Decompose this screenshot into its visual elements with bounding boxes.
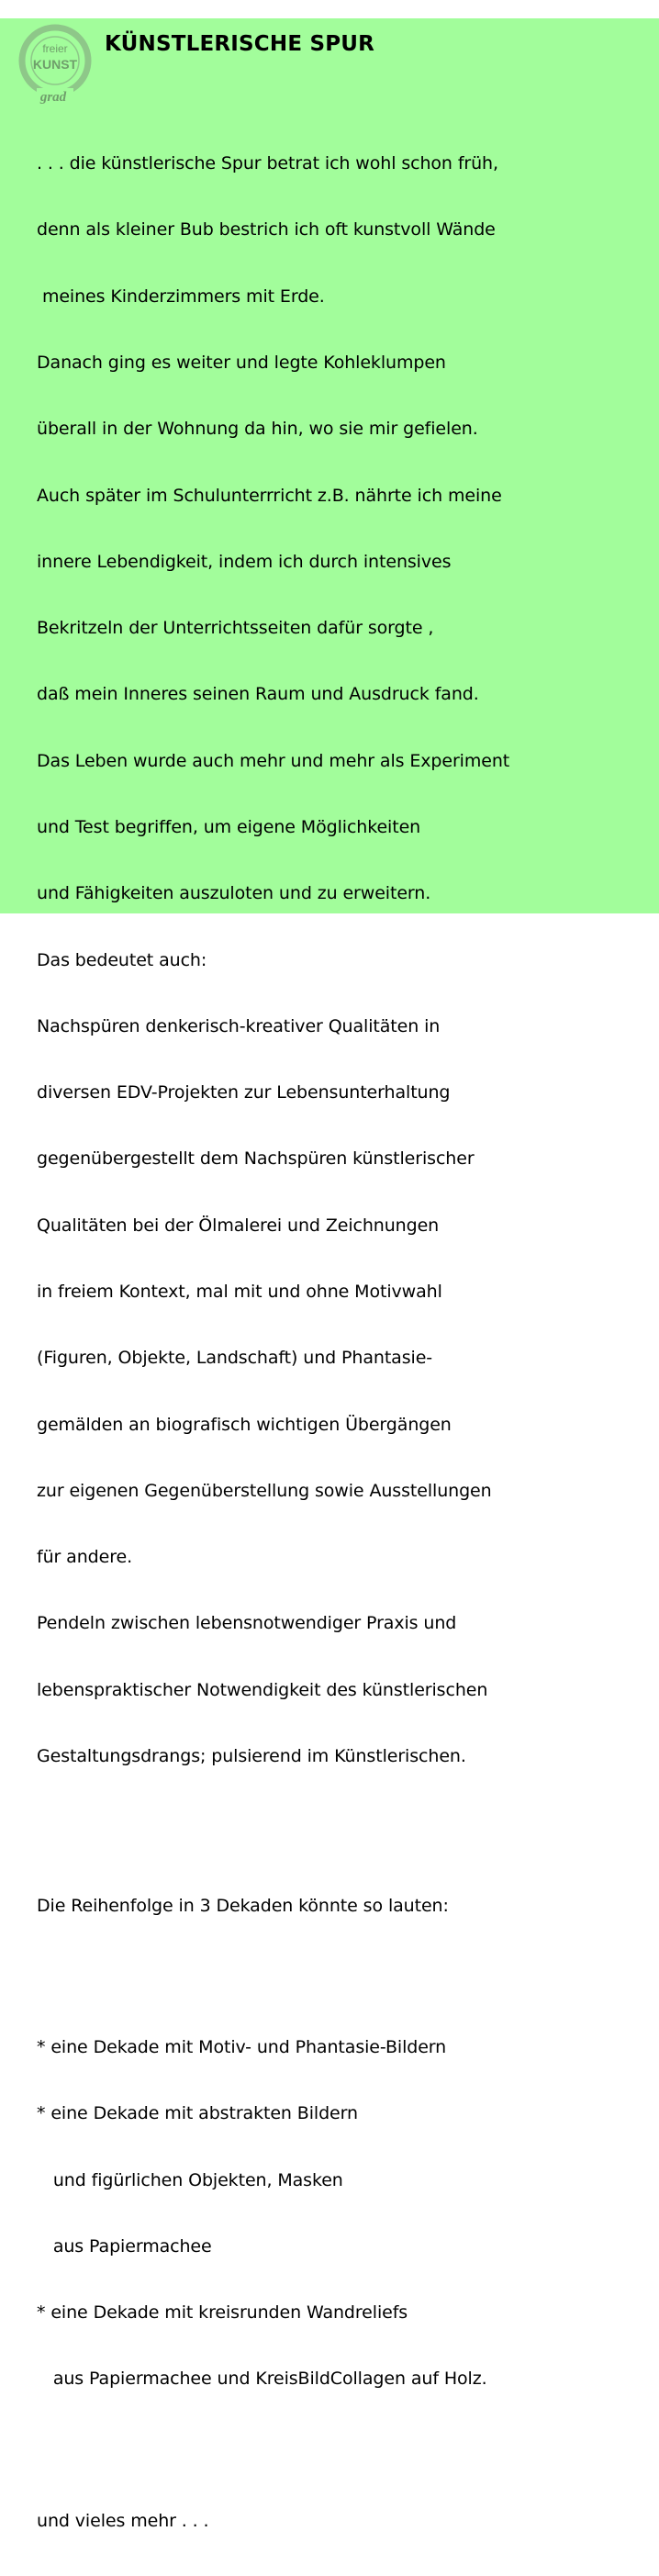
paragraph-line: diversen EDV-Projekten zur Lebensunterhaltung <box>37 1082 451 1103</box>
paragraph-line: Qualitäten bei der Ölmalerei und Zeichnungen <box>37 1215 440 1236</box>
paragraph-line: gegenübergestellt dem Nachspüren künstlerischer <box>37 1148 475 1170</box>
paragraph-line: überall in der Wohnung da hin, wo sie mir gefielen. <box>37 419 478 440</box>
paragraph-line: zur eigenen Gegenüberstellung sowie Ausstellungen <box>37 1480 492 1501</box>
paragraph-line: in freiem Kontext, mal mit und ohne Motivwahl <box>37 1281 442 1302</box>
paragraph-line: . . . die künstlerische Spur betrat ich wohl schon früh, <box>37 153 498 174</box>
list-item: und figürlichen Objekten, Masken <box>37 2169 343 2190</box>
paragraph-line: lebenspraktischer Notwendigkeit des künstlerischen <box>37 1679 488 1700</box>
page-title: KÜNSTLERISCHE SPUR <box>105 32 375 56</box>
article-body <box>37 108 652 2576</box>
paragraph-line: Pendeln zwischen lebensnotwendiger Praxis und <box>37 1613 457 1634</box>
spacer <box>37 1833 652 1850</box>
spacer <box>37 2457 652 2466</box>
closing-line: und vieles mehr . . . <box>37 2511 209 2532</box>
paragraph-line: Das Leben wurde auch mehr und mehr als Experiment <box>37 750 510 771</box>
paragraph-line: Nachspüren denkerisch-kreativer Qualitäten in <box>37 1015 441 1036</box>
decades-intro: Die Reihenfolge in 3 Dekaden könnte so lauten: <box>37 1895 449 1916</box>
paragraph-line: und Fähigkeiten auszuloten und zu erweitern. <box>37 883 431 904</box>
paragraph-line: gemälden an biografisch wichtigen Übergängen <box>37 1414 452 1435</box>
freier-kunstgrad-logo <box>15 22 99 106</box>
spacer <box>37 1983 652 1992</box>
paragraph-line: daß mein Inneres seinen Raum und Ausdruck fand. <box>37 684 479 705</box>
logo-top-text: freier <box>42 42 68 55</box>
paragraph-line: Bekritzeln der Unterrichtsseiten dafür sorgte , <box>37 618 434 639</box>
logo-bottom-text: grad <box>39 90 67 105</box>
list-item: * eine Dekade mit Motiv- und Phantasie-Bildern <box>37 2037 447 2058</box>
list-item: aus Papiermachee und KreisBildCollagen auf Holz. <box>37 2369 487 2390</box>
list-item: * eine Dekade mit kreisrunden Wandreliefs <box>37 2302 408 2324</box>
paragraph-line: denn als kleiner Bub bestrich ich oft kunstvoll Wände <box>37 219 496 241</box>
logo-middle-text: KUNST <box>32 57 78 72</box>
paragraph-line: Auch später im Schulunterrricht z.B. nährte ich meine <box>37 485 502 506</box>
list-item: * eine Dekade mit abstrakten Bildern <box>37 2103 358 2124</box>
content-panel <box>0 18 659 2532</box>
paragraph-line: Das bedeutet auch: <box>37 949 207 970</box>
paragraph-line: und Test begriffen, um eigene Möglichkeiten <box>37 817 421 837</box>
list-item: aus Papiermachee <box>37 2235 212 2257</box>
paragraph-line: Gestaltungsdrangs; pulsierend im Künstlerischen. <box>37 1745 466 1766</box>
paragraph-line: für andere. <box>37 1547 133 1568</box>
paragraph-line: meines Kinderzimmers mit Erde. <box>37 286 325 307</box>
paragraph-line: innere Lebendigkeit, indem ich durch intensives <box>37 551 452 572</box>
paragraph-line: Danach ging es weiter und legte Kohleklumpen <box>37 353 446 374</box>
paragraph-line: (Figuren, Objekte, Landschaft) und Phantasie- <box>37 1348 433 1369</box>
